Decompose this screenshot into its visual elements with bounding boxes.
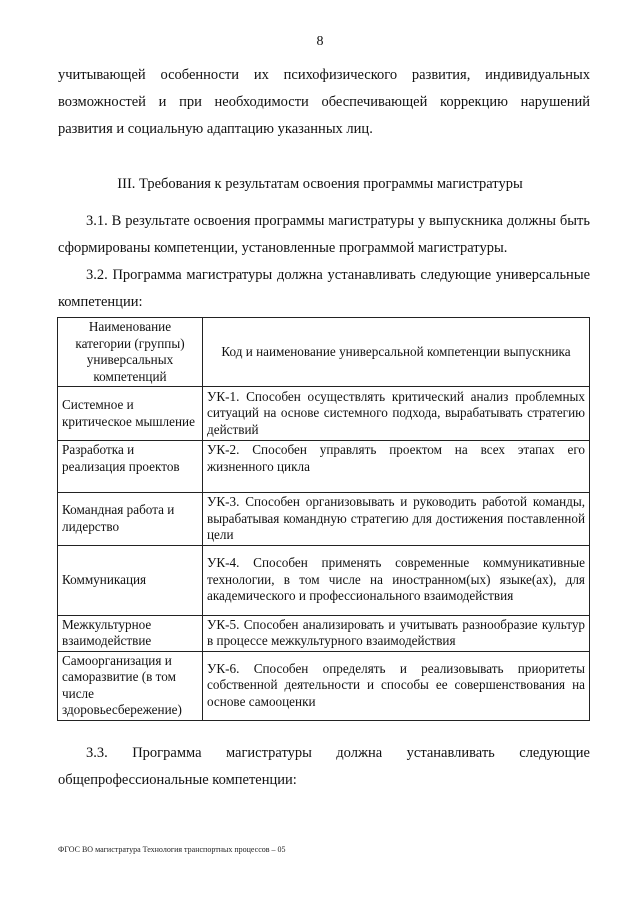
category-cell: Разработка и реализация проектов: [58, 441, 203, 493]
table-row: [58, 387, 590, 441]
paragraph-3-3: 3.3. Программа магистратуры должна устанавливать следующие общепрофессиональные компетенции:: [58, 745, 590, 788]
intro-paragraph: учитывающей особенности их психофизического развития, индивидуальных возможностей и при необходимости обеспечивающей коррекцию нарушений развития и социальную адаптацию указанных лиц.: [58, 67, 590, 137]
category-cell: Межкультурное взаимодействие: [58, 615, 203, 651]
header-code: Код и наименование универсальной компетенции выпускника: [203, 318, 590, 387]
category-cell: Коммуникация: [58, 545, 203, 615]
competence-cell: УК-2. Способен управлять проектом на всех этапах его жизненного цикла: [203, 441, 590, 493]
competence-cell: УК-4. Способен применять современные коммуникативные технологии, в том числе на иностранном(ых) языке(ах), для академического и профессионального взаимодействия: [203, 545, 590, 615]
universal-competencies-table: [57, 317, 590, 721]
table-row: [58, 651, 590, 720]
category-cell: Командная работа и лидерство: [58, 493, 203, 546]
table-row: [58, 545, 590, 615]
footer: ФГОС ВО магистратура Технология транспортных процессов – 05: [58, 845, 286, 854]
paragraph-3-2: 3.2. Программа магистратуры должна устанавливать следующие универсальные компетенции:: [58, 267, 590, 310]
header-category: Наименование категории (группы) универсальных компетенций: [58, 318, 203, 387]
category-cell: Системное и критическое мышление: [58, 387, 203, 441]
table-row: [58, 493, 590, 546]
page-number: 8: [316, 34, 324, 49]
paragraph-3-1: 3.1. В результате освоения программы магистратуры у выпускника должны быть сформированы компетенции, установленные программой магистратуры.: [58, 213, 590, 256]
table-header-row: [58, 318, 590, 387]
competence-cell: УК-5. Способен анализировать и учитывать разнообразие культур в процессе межкультурного взаимодействия: [203, 615, 590, 651]
category-cell: Самоорганизация и саморазвитие (в том числе здоровьесбережение): [58, 651, 203, 720]
competence-cell: УК-6. Способен определять и реализовывать приоритеты собственной деятельности и способы ее совершенствования на основе самооценки: [203, 651, 590, 720]
competence-cell: УК-1. Способен осуществлять критический анализ проблемных ситуаций на основе системного подхода, вырабатывать стратегию действий: [203, 387, 590, 441]
table-row: [58, 615, 590, 651]
section-heading: III. Требования к результатам освоения программы магистратуры: [117, 176, 523, 192]
competence-cell: УК-3. Способен организовывать и руководить работой команды, вырабатывая командную стратегию для достижения поставленной цели: [203, 493, 590, 546]
table-row: [58, 441, 590, 493]
